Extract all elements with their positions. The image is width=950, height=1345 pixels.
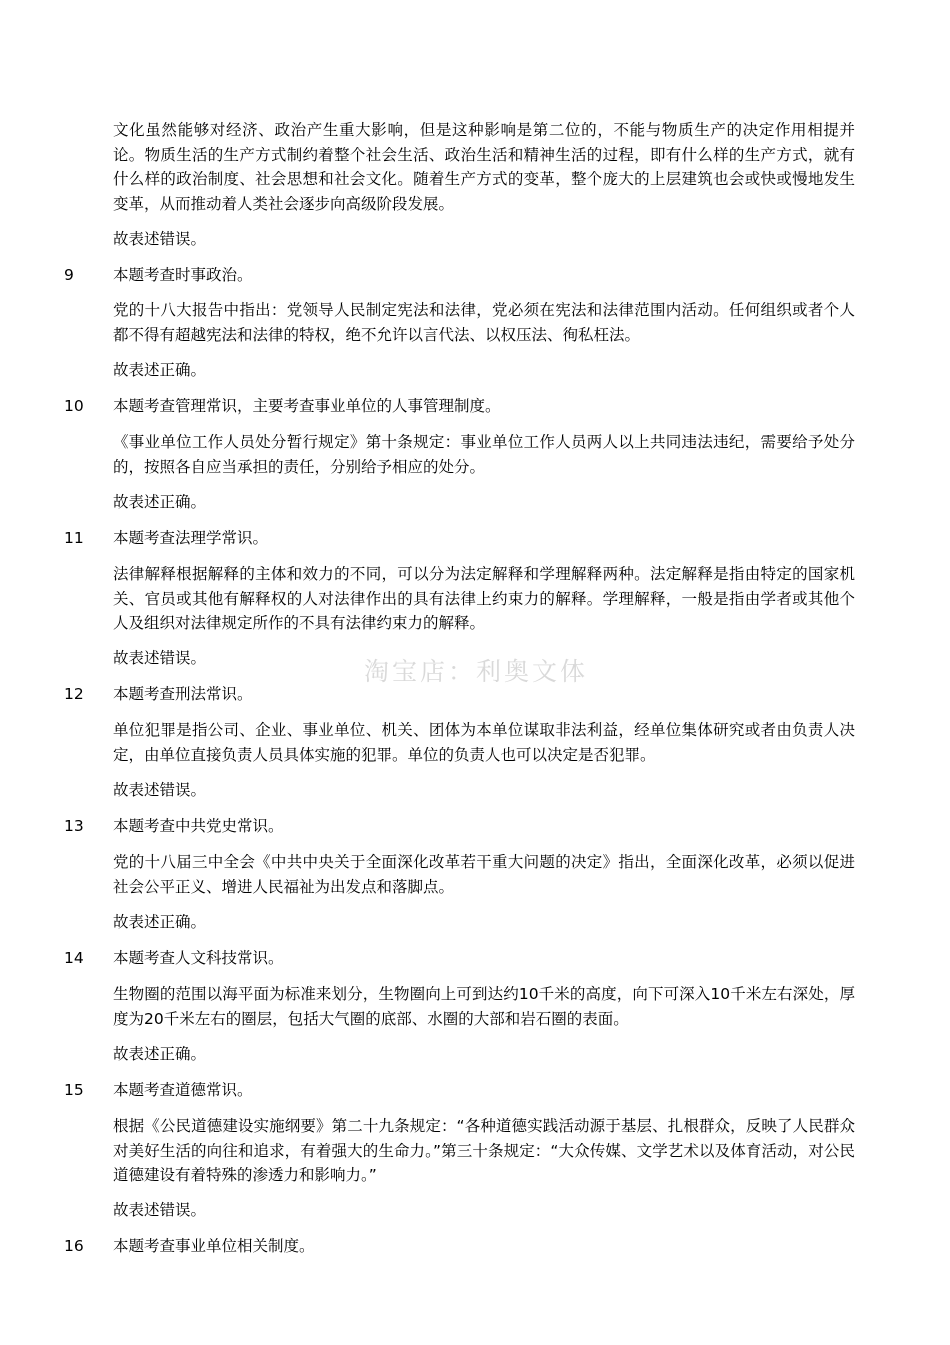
item-number: 10 <box>64 397 84 415</box>
watermark-text: 淘宝店：利奥文体 <box>364 657 589 686</box>
item-body: 党的十八大报告中指出：党领导人民制定宪法和法律，党必须在宪法和法律范围内活动。任何组织或者个人都不得有超越宪法和法律的特权，绝不允许以言代法、以权压法、徇私枉法。 <box>113 301 855 344</box>
item-conclusion: 故表述错误。 <box>113 781 207 799</box>
item-conclusion: 故表述错误。 <box>113 649 207 667</box>
item-heading: 本题考查道德常识。 <box>113 1081 253 1099</box>
item-body: 党的十八届三中全会《中共中央关于全面深化改革若干重大问题的决定》指出，全面深化改革，必须以促进社会公平正义、增进人民福祉为出发点和落脚点。 <box>113 853 855 896</box>
item-conclusion: 故表述正确。 <box>113 361 207 379</box>
item-number: 14 <box>64 949 84 967</box>
item-number: 12 <box>64 685 84 703</box>
item-heading: 本题考查管理常识，主要考查事业单位的人事管理制度。 <box>113 397 501 415</box>
item-heading: 本题考查刑法常识。 <box>113 685 253 703</box>
intro-conclusion: 故表述错误。 <box>113 230 207 248</box>
item-conclusion: 故表述正确。 <box>113 493 207 511</box>
item-conclusion: 故表述正确。 <box>113 913 207 931</box>
intro-paragraph: 文化虽然能够对经济、政治产生重大影响，但是这种影响是第二位的，不能与物质生产的决定作用相提并论。物质生活的生产方式制约着整个社会生活、政治生活和精神生活的过程，即有什么样的生产方式，就有什么样的政治制度、社会思想和社会文化。随着生产方式的变革，整个庞大的上层建筑也会或快或慢地发生变革，从而推动着人类社会逐步向高级阶段发展。 <box>113 121 855 213</box>
item-body: 根据《公民道德建设实施纲要》第二十九条规定：“各种道德实践活动源于基层、扎根群众，反映了人民群众对美好生活的向往和追求，有着强大的生命力。”第三十条规定：“大众传媒、文学艺术以及体育活动，对公民道德建设有着特殊的渗透力和影响力。” <box>113 1117 855 1184</box>
item-body: 法律解释根据解释的主体和效力的不同，可以分为法定解释和学理解释两种。法定解释是指由特定的国家机关、官员或其他有解释权的人对法律作出的具有法律上约束力的解释。学理解释，一般是指由学者或其他个人及组织对法律规定所作的不具有法律约束力的解释。 <box>113 565 855 632</box>
item-number: 16 <box>64 1237 84 1255</box>
item-heading: 本题考查事业单位相关制度。 <box>113 1237 315 1255</box>
item-number: 13 <box>64 817 84 835</box>
item-body: 单位犯罪是指公司、企业、事业单位、机关、团体为本单位谋取非法利益，经单位集体研究或者由负责人决定，由单位直接负责人员具体实施的犯罪。单位的负责人也可以决定是否犯罪。 <box>113 721 855 764</box>
item-heading: 本题考查中共党史常识。 <box>113 817 284 835</box>
item-conclusion: 故表述正确。 <box>113 1045 207 1063</box>
item-number: 11 <box>64 529 84 547</box>
item-heading: 本题考查时事政治。 <box>113 266 253 284</box>
item-conclusion: 故表述错误。 <box>113 1201 207 1219</box>
item-number: 15 <box>64 1081 84 1099</box>
item-heading: 本题考查法理学常识。 <box>113 529 269 547</box>
item-body: 生物圈的范围以海平面为标准来划分，生物圈向上可到达约10千米的高度，向下可深入10千米左右深处，厚度为20千米左右的圈层，包括大气圈的底部、水圈的大部和岩石圈的表面。 <box>113 985 855 1028</box>
item-number: 9 <box>64 266 74 284</box>
item-heading: 本题考查人文科技常识。 <box>113 949 284 967</box>
item-body: 《事业单位工作人员处分暂行规定》第十条规定：事业单位工作人员两人以上共同违法违纪，需要给予处分的，按照各自应当承担的责任，分别给予相应的处分。 <box>113 433 855 476</box>
